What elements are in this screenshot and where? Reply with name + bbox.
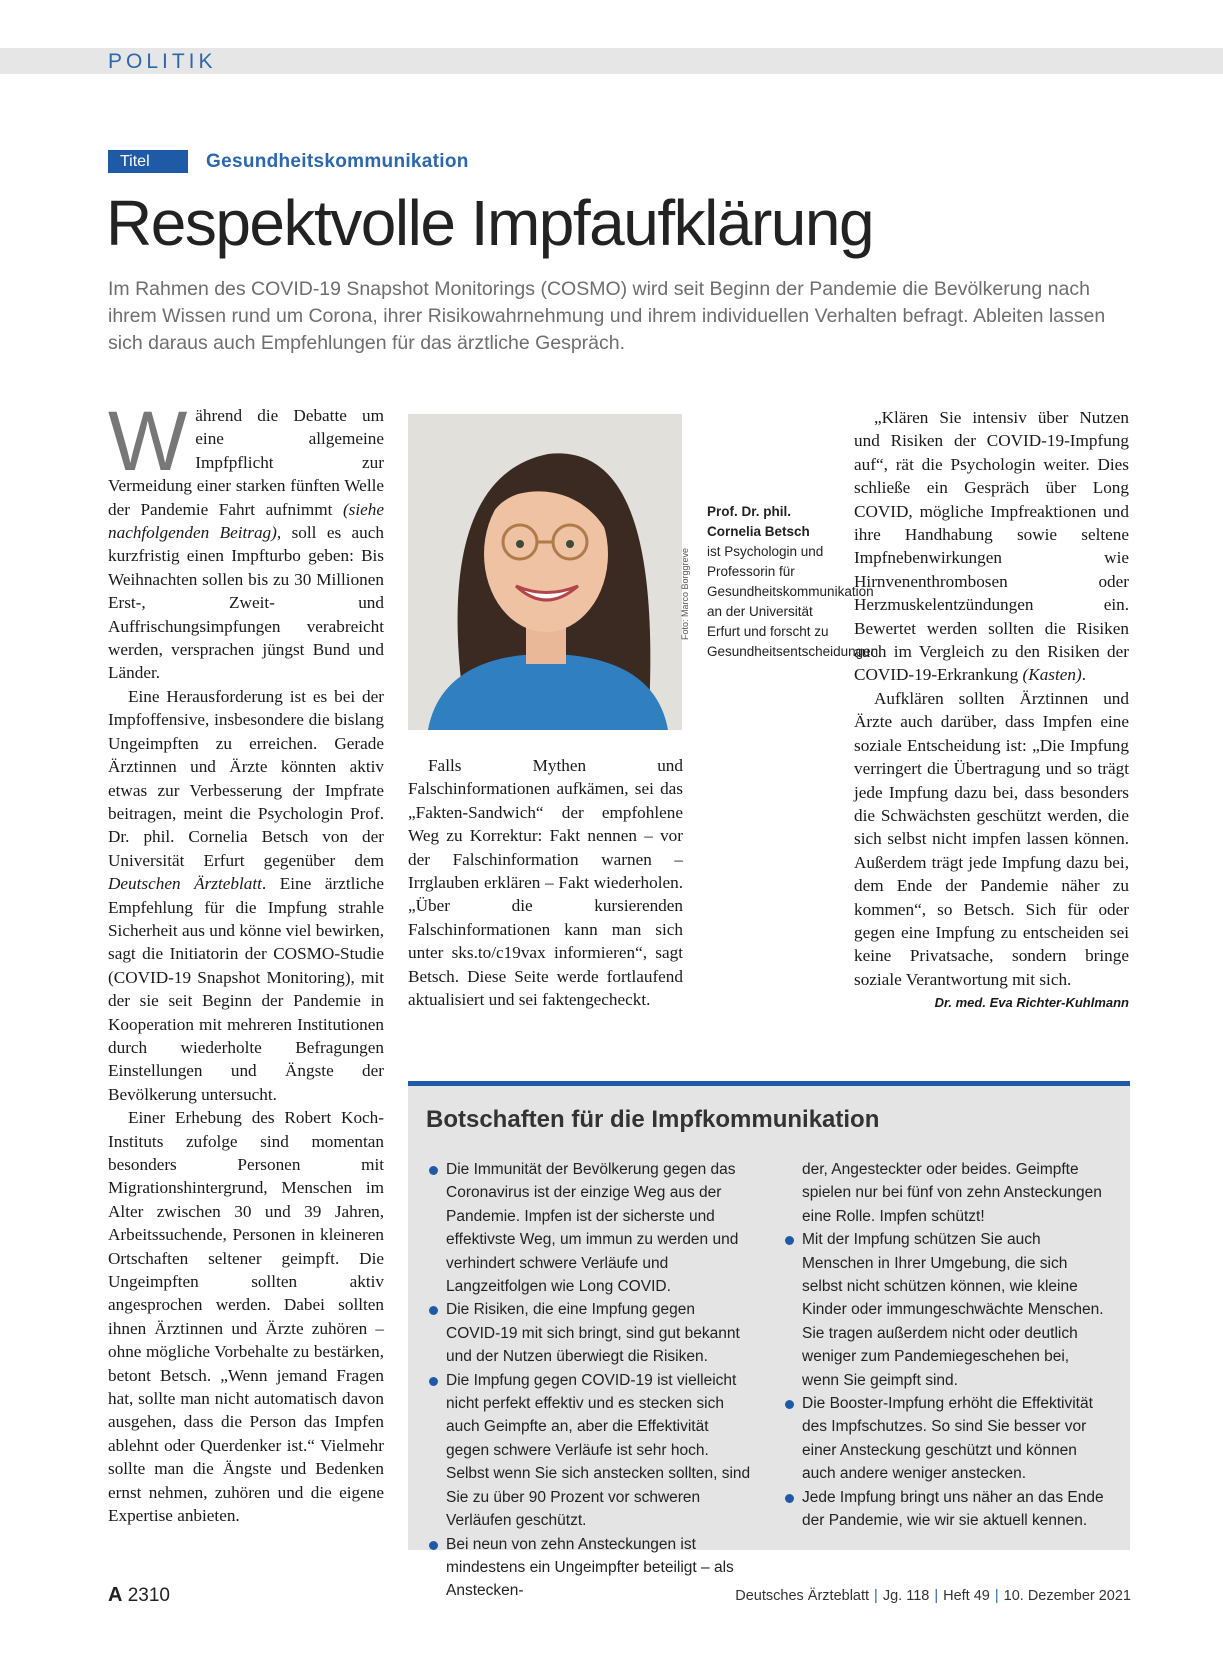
issue-date: 10. Dezember 2021	[1003, 1588, 1131, 1604]
caption-name: Prof. Dr. phil. Cornelia Betsch	[707, 504, 810, 539]
info-box-item: Die Immunität der Bevölkerung gegen das Coronavirus ist der einzige Weg aus der Pandemie. Impfen ist der sicherste und effektivste Weg, um immun zu werden und verhindert schwere Verläufe und Langzeitfolgen wie Long COVID.	[426, 1158, 751, 1298]
article-column-1	[108, 394, 384, 1528]
page-number: A 2310	[108, 1584, 171, 1606]
p1-reference: (siehe nachfolgenden Beitrag)	[108, 499, 384, 543]
info-box-column-left	[426, 1158, 751, 1603]
article-column-3	[854, 406, 1129, 1015]
p1-end: , soll es auch kurzfristig einen Impfturbo geben: Bis Weihnachten sollen bis zu 30 Millionen Erst-, Zweit- und Auffrischungsimpfungen verabreicht werden, versprachen jüngst Bund und Länder.	[108, 523, 384, 683]
section-label: POLITIK	[108, 50, 217, 73]
p6-text: Aufklären sollten Ärztinnen und Ärzte auch darüber, dass Impfen eine soziale Entscheidung ist: „Die Impfung verringert die Übertragung und so trägt jede Impfung dazu bei, dass besonders die Schwächsten geschützt werden, die sich selbst nicht impfen lassen können. Außerdem trägt jede Impfung dazu bei, dem Ende der Pandemie näher zu kommen“, so Betsch. Sich für oder gegen eine Impfung zu entscheiden sei keine Privatsache, sondern bringe soziale Verantwortung mit sich.	[854, 688, 1129, 989]
footer-citation: Deutsches Ärzteblatt | Jg. 118 | Heft 49 | 10. Dezember 2021	[735, 1588, 1131, 1604]
article-column-2	[408, 754, 683, 1011]
bullet-icon	[785, 1236, 794, 1245]
kicker-topic: Gesundheitskommunikation	[206, 151, 469, 172]
info-box-item-continued: der, Angesteckter oder beides. Geimpfte spielen nur bei fünf von zehn Ansteckungen eine Rolle. Impfen schützt!	[802, 1161, 1102, 1225]
portrait-illustration	[408, 414, 682, 730]
info-box-item: Bei neun von zehn Ansteckungen ist mindestens ein Ungeimpfter beteiligt – als Anstecken-	[426, 1533, 751, 1603]
bullet-icon	[785, 1400, 794, 1409]
info-box-item: Jede Impfung bringt uns näher an das Ende der Pandemie, wie wir sie aktuell kennen.	[782, 1486, 1107, 1533]
bullet-icon	[429, 1166, 438, 1175]
caption-text: ist Psychologin und Professorin für Gesundheitskommunikation an der Universität Erfurt und forscht zu Gesundheitsentscheidungen.	[707, 544, 882, 659]
paragraph-3: Einer Erhebung des Robert Koch-Instituts zufolge sind momentan besonders Personen mit Migrationshintergrund, Menschen im Alter zwischen 30 und 39 Jahren, Arbeitssuchende, Personen in kleineren Ortschaften seltener geimpft. Die Ungeimpften sollten aktiv angesprochen werden. Dabei sollten ihnen Ärztinnen und Ärzte zuhören – ohne mögliche Vorbehalte zu bestärken, betont Betsch. „Wenn jemand Fragen hat, sollte man nicht automatisch davon ausgehen, dass die Person das Impfen ablehnt oder Querdenker ist.“ Vielmehr sollte man die Ängste und Bedenken ernst nehmen, zuhören und die eigene Expertise anbieten.	[108, 1108, 384, 1526]
headline: Respektvolle Impfaufklärung	[106, 187, 874, 259]
paragraph-6	[854, 687, 1129, 1011]
info-box-item: Mit der Impfung schützen Sie auch Menschen in Ihrer Umgebung, die sich selbst nicht schützen können, wie kleine Kinder oder immungeschwächte Menschen. Sie tragen außerdem nicht oder deutlich weniger zum Pandemiegeschehen bei, wenn Sie geimpft sind.	[782, 1228, 1107, 1392]
journal-name: Deutsches Ärzteblatt	[735, 1588, 870, 1604]
kicker-label: Titel	[108, 150, 188, 173]
p5-reference: (Kasten)	[1022, 665, 1082, 685]
p2-end: . Eine ärztliche Empfehlung für die Impfung strahle Sicherheit aus und könne viel bewirken, sagt die Initiatorin der COSMO-Studie (COVID-19 Snapshot Monitoring), mit der sie seit Beginn der Pandemie in Kooperation mit mehreren Institutionen durch wiederholte Befragungen Einstellungen und Ängste der Bevölkerung untersucht.	[108, 874, 384, 1104]
bullet-icon	[429, 1377, 438, 1386]
photo-credit: Foto: Marco Borggreve	[680, 547, 690, 640]
info-box-column-right	[782, 1158, 1107, 1533]
paragraph-4: Falls Mythen und Falschinformationen aufkämen, sei das „Fakten-Sandwich“ der empfohlene Weg zu Korrektur: Fakt nennen – vor der Falschinformation warnen – Irrglauben erklären – Fakt wiederholen. „Über die kursierenden Falschinformationen kann man sich unter sks.to/c19vax informieren“, sagt Betsch. Diese Seite werde fortlaufend aktualisiert und sei faktengecheckt.	[408, 756, 683, 1010]
bullet-icon	[785, 1494, 794, 1503]
info-box-item: Die Booster-Impfung erhöht die Effektivität des Impfschutzes. So sind Sie besser vor einer Ansteckung geschützt und können auch andere weniger anstecken.	[782, 1392, 1107, 1486]
bullet-icon	[429, 1306, 438, 1315]
bullet-icon	[429, 1541, 438, 1550]
info-box-item: Die Impfung gegen COVID-19 ist vielleicht nicht perfekt effektiv und es stecken sich auch Geimpfte an, aber die Effektivität gegen schwere Verläufe ist sehr hoch. Selbst wenn Sie sich anstecken sollten, sind Sie zu über 90 Prozent vor schweren Verläufen geschützt.	[426, 1369, 751, 1533]
photo-caption	[707, 502, 882, 662]
p1-start: ährend die Debatte um eine allgemeine Impfpflicht zur Vermeidung einer starken fünften Welle der Pandemie Fahrt aufnimmt	[108, 406, 384, 519]
paragraph-2	[108, 685, 384, 1106]
p5-start: „Klären Sie intensiv über Nutzen und Risiken der COVID-19-Impfung auf“, rät die Psychologin weiter. Dies schließe ein Gespräch über Long COVID, mögliche Impfreaktionen und ihre Handhabung sowie seltene Impfnebenwirkungen wie Hirnvenenthrombosen oder Herzmuskelentzündungen ein. Bewertet werden sollten die Risiken auch im Vergleich zu den Risiken der COVID-19-Erkrankung	[854, 408, 1129, 685]
info-box-title: Botschaften für die Impfkommunikation	[426, 1106, 880, 1133]
p2-start: Eine Herausforderung ist es bei der Impfoffensive, insbesondere die bislang Ungeimpften zu erreichen. Gerade Ärztinnen und Ärzte könnten aktiv etwas zur Verbesserung der Impfrate beitragen, meint die Psychologin Prof. Dr. phil. Cornelia Betsch von der Universität Erfurt gegenüber dem	[108, 686, 384, 870]
volume: Jg. 118	[882, 1588, 930, 1604]
portrait-photo	[408, 414, 682, 730]
issue: Heft 49	[943, 1588, 990, 1604]
paragraph-5	[854, 406, 1129, 687]
paragraph-1	[108, 394, 384, 685]
lead-paragraph: Im Rahmen des COVID-19 Snapshot Monitorings (COSMO) wird seit Beginn der Pandemie die Bevölkerung nach ihrem Wissen rund um Corona, ihrer Risikowahrnehmung und ihrem individuellen Verhalten befragt. Ableiten lassen sich daraus auch Empfehlungen für das ärztliche Gespräch.	[108, 278, 1106, 354]
p5-end: .	[1081, 665, 1086, 685]
author: Dr. med. Eva Richter-Kuhlmann	[934, 995, 1129, 1011]
p2-publication: Deutschen Ärzteblatt	[108, 874, 262, 894]
dropcap: W	[108, 394, 188, 488]
info-box-item: Die Risiken, die eine Impfung gegen COVID-19 mit sich bringt, sind gut bekannt und der Nutzen überwiegt die Risiken.	[426, 1298, 751, 1368]
